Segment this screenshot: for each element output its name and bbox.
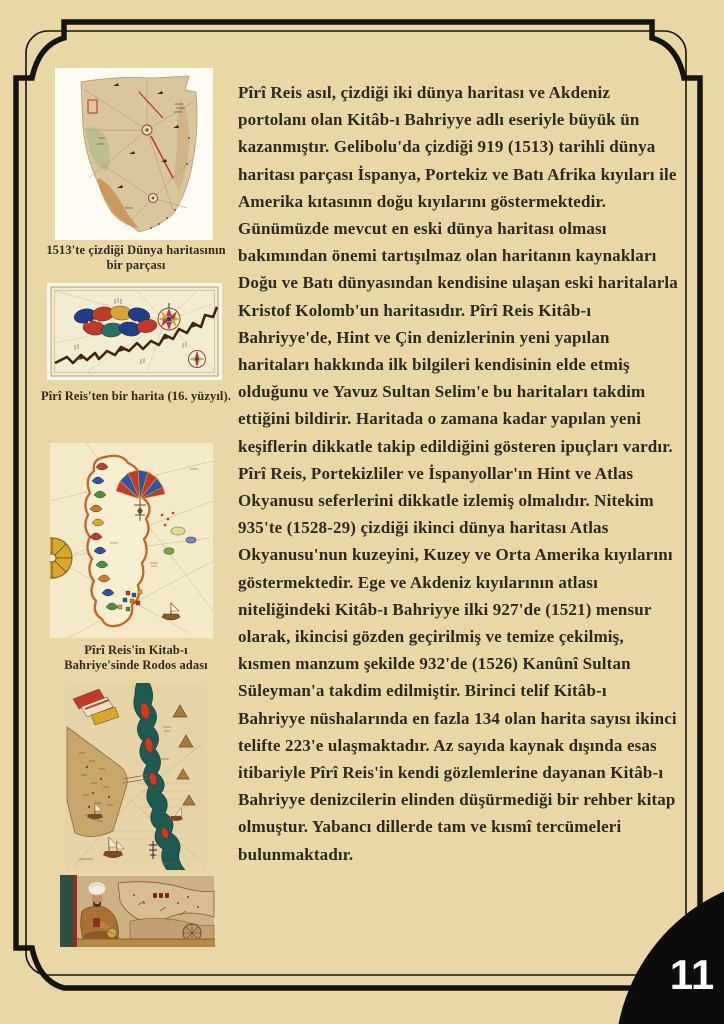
rhodes-map-illustration [50,443,213,638]
figure-caption: Pîrî Reis'ten bir harita (16. yüzyıl). [40,389,231,403]
piri-reis-portrait-illustration [60,875,215,947]
world-map-fragment-illustration [55,68,213,240]
figure-rhodes-island-map [50,443,213,638]
figure-caption: Pîrî Reis'in Kitab-ı Bahriye'sinde Rodos adası [64,643,208,672]
figure-portolan-chart [47,283,222,380]
nile-map-illustration [65,683,207,870]
portolan-chart-illustration [47,283,222,380]
figure-caption: 1513'te çizdiği Dünya haritasının bir parçası [46,243,226,272]
page-number: 11 [669,951,715,998]
article-text: Pîrî Reis asıl, çizdiği iki dünya haritası ve Akdeniz portolanı olan Kitâb-ı Bahriyye adlı eseriyle büyük ün kazanmıştır. Gelibolu'da çizdiği 919 (1513) tarihli dünya haritası parçası İspanya, Portekiz ve Batı Afrika kıyıları ile Amerika kıtasının doğu kıyılarını göstermektedir. Günümüzde mevcut en eski dünya haritası olması bakımından önemi tartışılmaz olan haritanın kaynakları Doğu ve Batı dünyasından kendisine ulaşan eski haritalarla Kristof Kolomb'un haritasıdır. Pîrî Reis Kitâb-ı Bahriyye'de, Hint ve Çin denizlerinin yeni yapılan haritaları hakkında ilk bilgileri kendisinin elde etmiş olduğunu ve Yavuz Sultan Selim'e bu haritaları takdim ettiğini bildirir. Haritada o zamana kadar yapılan yeni keşiflerin dikkatle takip edildiğini gösteren ipuçları vardır. Pîrî Reis, Portekizliler ve İspanyollar'ın Hint ve Atlas Okyanusu seferlerini dikkatle izlemiş olmalıdır. Nitekim 935'te (1528-29) çizdiği ikinci dünya haritası Atlas Okyanusu'nun kuzeyini, Kuzey ve Orta Amerika kıyılarını göstermektedir. Ege ve Akdeniz kıyılarının atlası niteliğindeki Kitâb-ı Bahriyye ilki 927'de (1521) mensur olarak, ikincisi gözden geçirilmiş ve temize çekilmiş, kısmen manzum şekilde 932'de (1526) Kanûnî Sultan Süleyman'a takdim edilmiştir. Birinci telif Kitâb-ı Bahriyye nüshalarında en fazla 134 olan harita sayısı ikinci telifte 223'e ulaşmaktadır. Az sayıda kaynak dışında esas itibariyle Pîrî Reis'in kendi gözlemlerine dayanan Kitâb-ı Bahriyye denizcilerin elinden düşürmediği bir rehber kitap olmuştur. Yabancı dillerde tam ve kısmî tercümeleri bulunmaktadır. [238,83,678,864]
figure-world-map-fragment-1513 [55,68,213,240]
figure-nile-map [65,683,207,870]
figure-piri-reis-portrait [60,875,215,947]
page-number-badge [615,875,724,1024]
